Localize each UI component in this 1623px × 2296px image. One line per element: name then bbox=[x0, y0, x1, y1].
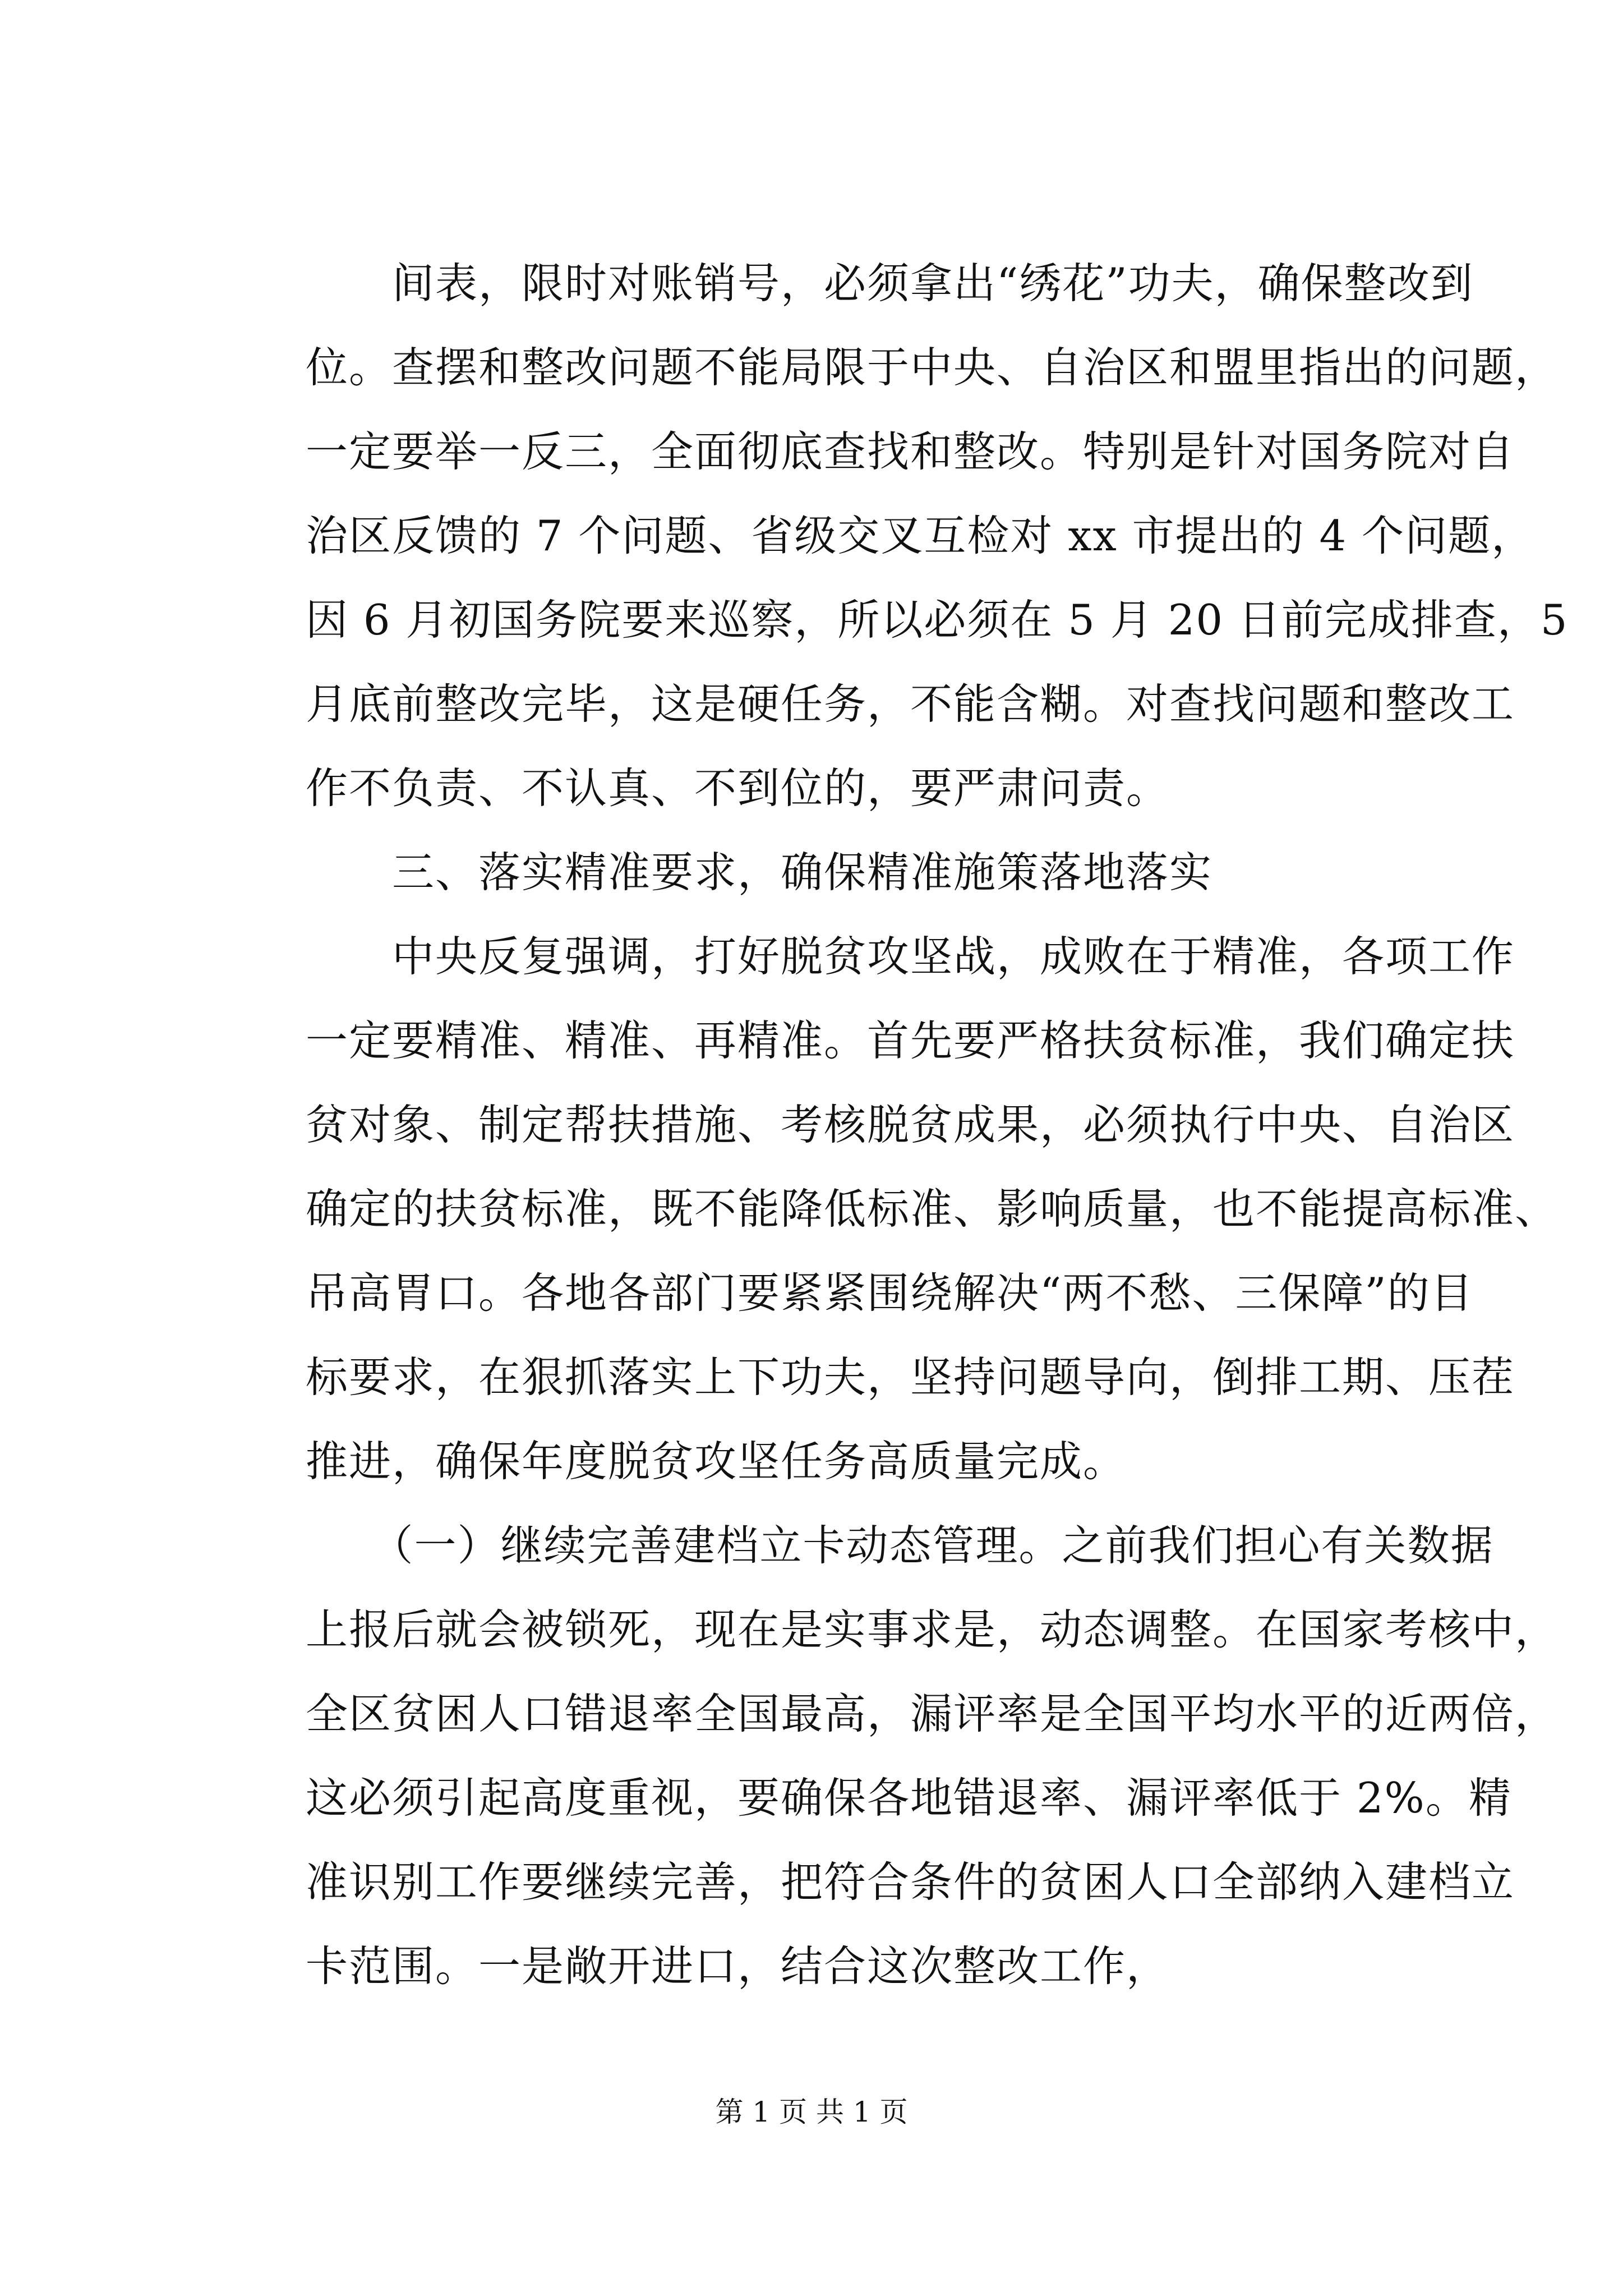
text-line: 位。查摆和整改问题不能局限于中央、自治区和盟里指出的问题， bbox=[306, 343, 1559, 392]
text-line: 间表，限时对账销号，必须拿出“绣花”功夫，确保整改到 bbox=[306, 259, 1474, 308]
text-line: 治区反馈的 7 个问题、省级交叉互检对 xx 市提出的 4 个问题， bbox=[306, 511, 1535, 560]
text-line: 贫对象、制定帮扶措施、考核脱贫成果，必须执行中央、自治区 bbox=[306, 1100, 1515, 1149]
text-line: 月底前整改完毕，这是硬任务，不能含糊。对查找问题和整改工 bbox=[306, 679, 1515, 729]
text-line: 卡范围。一是敞开进口，结合这次整改工作， bbox=[306, 1941, 1170, 1991]
text-line: 标要求，在狠抓落实上下功夫，坚持问题导向，倒排工期、压茬 bbox=[306, 1352, 1515, 1402]
text-line: 一定要精准、精准、再精准。首先要严格扶贫标准，我们确定扶 bbox=[306, 1016, 1515, 1065]
text-line: 作不负责、不认真、不到位的，要严肃问责。 bbox=[306, 763, 1170, 813]
text-line: 这必须引起高度重视，要确保各地错退率、漏评率低于 2%。精 bbox=[306, 1773, 1512, 1823]
page-footer: 第 1 页 共 1 页 bbox=[715, 2096, 908, 2128]
text-line: 因 6 月初国务院要来巡察，所以必须在 5 月 20 日前完成排查，5 bbox=[306, 595, 1569, 645]
section-heading: 三、落实精准要求，确保精准施策落地落实 bbox=[306, 848, 1213, 897]
text-line: 全区贫困人口错退率全国最高，漏评率是全国平均水平的近两倍， bbox=[306, 1689, 1559, 1738]
subsection-heading: （一）继续完善建档立卡动态管理。之前我们担心有关数据 bbox=[306, 1521, 1494, 1570]
text-line: 推进，确保年度脱贫攻坚任务高质量完成。 bbox=[306, 1437, 1127, 1486]
text-line: 上报后就会被锁死，现在是实事求是，动态调整。在国家考核中， bbox=[306, 1605, 1559, 1654]
text-line: 一定要举一反三，全面彻底查找和整改。特别是针对国务院对自 bbox=[306, 427, 1515, 476]
text-line: 吊高胃口。各地各部门要紧紧围绕解决“两不愁、三保障”的目 bbox=[306, 1268, 1474, 1318]
text-line: 确定的扶贫标准，既不能降低标准、影响质量，也不能提高标准、 bbox=[306, 1184, 1559, 1234]
text-line: 准识别工作要继续完善，把符合条件的贫困人口全部纳入建档立 bbox=[306, 1857, 1515, 1907]
text-line: 中央反复强调，打好脱贫攻坚战，成败在于精准，各项工作 bbox=[306, 932, 1515, 981]
